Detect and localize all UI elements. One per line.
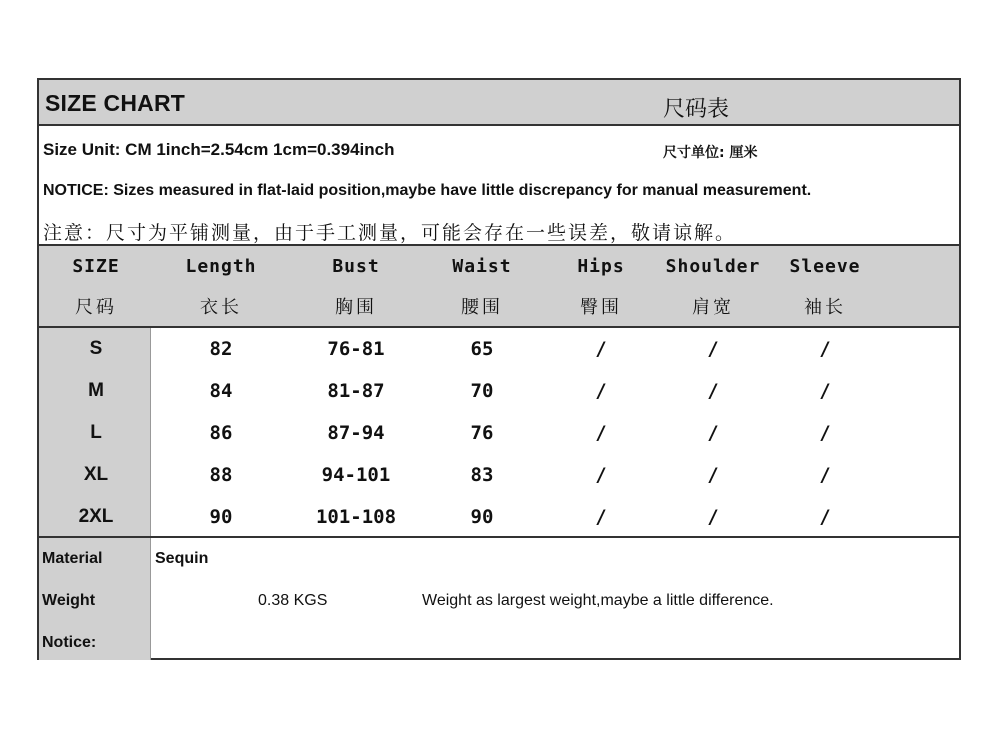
table-row xyxy=(39,370,959,412)
footer-label-column xyxy=(39,538,151,660)
header-label: Shoulder xyxy=(665,256,761,277)
size-unit-cn: 尺寸单位: 厘米 xyxy=(663,145,758,161)
weight-label: Weight xyxy=(42,592,96,609)
material-label: Material xyxy=(42,550,103,567)
column-headers xyxy=(39,244,959,328)
table-cell: / xyxy=(707,506,719,528)
table-cell: 76 xyxy=(470,422,494,444)
table-cell: / xyxy=(819,422,831,444)
header-hips xyxy=(541,246,661,319)
footer-section xyxy=(39,536,959,660)
notice-text: NOTICE: Sizes measured in flat-laid position,maybe have little discrepancy for manual measurement. xyxy=(43,182,812,199)
size-cell: L xyxy=(90,422,102,443)
table-cell: 88 xyxy=(209,464,233,486)
table-cell: / xyxy=(707,380,719,402)
table-cell: / xyxy=(595,464,607,486)
header-label-cn: 臀围 xyxy=(580,297,622,318)
chart-title: SIZE CHART xyxy=(45,90,185,116)
table-cell: 65 xyxy=(470,338,494,360)
table-cell: 84 xyxy=(209,380,233,402)
table-cell: 87-94 xyxy=(327,422,385,444)
table-row xyxy=(39,412,959,454)
chart-title-cn: 尺码表 xyxy=(663,97,730,122)
size-unit: Size Unit: CM 1inch=2.54cm 1cm=0.394inch xyxy=(43,140,395,159)
header-label-cn: 肩宽 xyxy=(692,297,734,318)
table-cell: / xyxy=(595,338,607,360)
header-label: SIZE xyxy=(72,256,120,277)
weight-value: 0.38 KGS xyxy=(258,592,328,609)
notice-label: Notice: xyxy=(42,634,97,651)
table-cell: / xyxy=(707,422,719,444)
table-cell: 94-101 xyxy=(321,464,391,486)
size-cell: XL xyxy=(83,464,109,485)
table-cell: 101-108 xyxy=(315,506,397,528)
material-value: Sequin xyxy=(155,550,209,567)
table-cell: / xyxy=(707,464,719,486)
header-bust xyxy=(296,246,416,319)
table-cell: / xyxy=(819,464,831,486)
header-label-cn: 胸围 xyxy=(335,297,377,318)
header-label: Bust xyxy=(332,256,380,277)
header-label: Length xyxy=(185,256,257,277)
table-cell: 70 xyxy=(470,380,494,402)
header-label-cn: 腰围 xyxy=(461,297,503,318)
header-sleeve xyxy=(765,246,885,319)
table-cell: 86 xyxy=(209,422,233,444)
header-label: Waist xyxy=(452,256,512,277)
table-cell: 90 xyxy=(209,506,233,528)
header-label-cn: 衣长 xyxy=(200,297,242,318)
header-size xyxy=(36,246,156,319)
table-cell: / xyxy=(819,338,831,360)
size-chart xyxy=(37,78,961,660)
header-label-cn: 尺码 xyxy=(75,297,117,318)
header-waist xyxy=(422,246,542,319)
table-cell: / xyxy=(595,506,607,528)
info-section xyxy=(39,126,959,244)
table-row xyxy=(39,454,959,496)
header-label: Sleeve xyxy=(789,256,861,277)
header-shoulder xyxy=(653,246,773,319)
table-cell: 90 xyxy=(470,506,494,528)
header-length xyxy=(161,246,281,319)
table-cell: 76-81 xyxy=(327,338,385,360)
title-band xyxy=(39,80,959,126)
table-cell: / xyxy=(595,422,607,444)
size-cell: M xyxy=(88,380,104,401)
table-cell: / xyxy=(595,380,607,402)
table-row xyxy=(39,328,959,370)
notice-text-cn: 注意：尺寸为平铺测量，由于手工测量，可能会存在一些误差，敬请谅解。 xyxy=(43,222,737,244)
header-label: Hips xyxy=(577,256,625,277)
weight-note: Weight as largest weight,maybe a little difference. xyxy=(422,592,774,609)
table-cell: / xyxy=(707,338,719,360)
table-cell: 81-87 xyxy=(327,380,385,402)
header-label-cn: 袖长 xyxy=(804,297,846,318)
table-cell: 82 xyxy=(209,338,233,360)
table-row xyxy=(39,496,959,538)
table-cell: 83 xyxy=(470,464,494,486)
table-cell: / xyxy=(819,380,831,402)
size-cell: 2XL xyxy=(78,506,114,527)
size-cell: S xyxy=(89,338,103,359)
table-cell: / xyxy=(819,506,831,528)
